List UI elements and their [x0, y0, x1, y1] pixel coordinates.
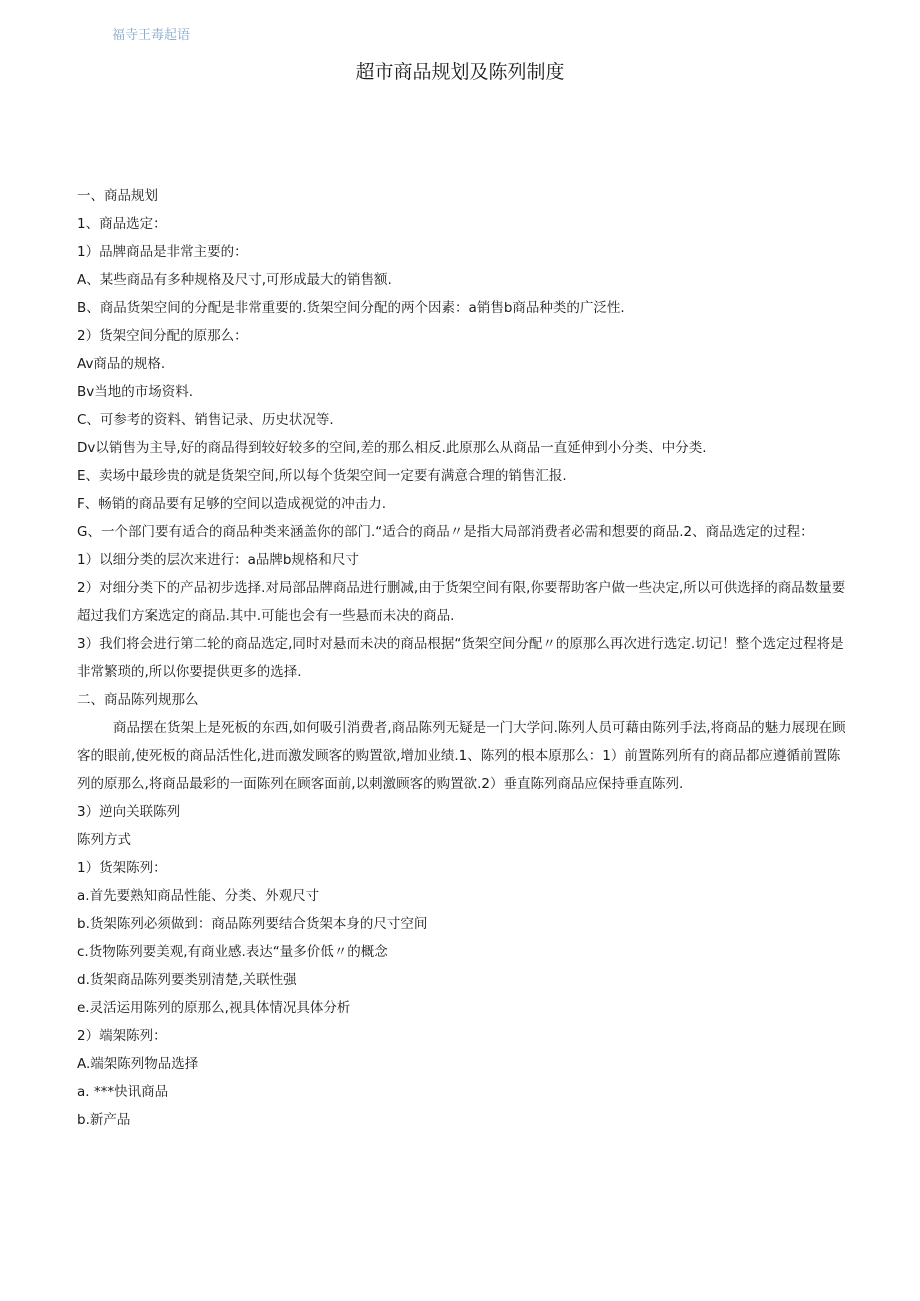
paragraph: 3）我们将会进行第二轮的商品选定,同时对悬而未决的商品根据“货架空间分配〃的原那么再次进行选定.切记！整个选定过程将是非常繁琐的,所以你要提供更多的选择. — [77, 636, 844, 680]
subsection-heading: 陈列方式 — [77, 832, 131, 848]
list-item: 1）以细分类的层次来进行：a品牌b规格和尺寸 — [77, 552, 359, 568]
list-item: b.货架陈列必须做到：商品陈列要结合货架本身的尺寸空间 — [77, 916, 428, 932]
list-item: d.货架商品陈列要类别清楚,关联性强 — [77, 972, 297, 988]
document-title: 超市商品规划及陈列制度 — [355, 61, 565, 83]
list-item: e.灵活运用陈列的原那么,视具体情况具体分析 — [77, 1000, 351, 1016]
list-item: A.端架陈列物品选择 — [77, 1056, 199, 1072]
paragraph: 商品摆在货架上是死板的东西,如何吸引消费者,商品陈列无疑是一门大学问.陈列人员可藉由陈列手法,将商品的魅力展现在顾客的眼前,使死板的商品活性化,进而激发顾客的购置欲,增加业绩.1、陈列的根本原那么：1）前置陈列所有的商品都应遵循前置陈列的原那么,将商品最彩的一面陈列在顾客面前,以刺激顾客的购置欲.2）垂直陈列商品应保持垂直陈列. — [77, 720, 846, 792]
list-item: 3）逆向关联陈列 — [77, 804, 181, 820]
list-item: E、卖场中最珍贵的就是货架空间,所以每个货架空间一定要有满意合理的销售汇报. — [77, 468, 567, 484]
section-heading-planning: 一、商品规划 — [77, 188, 158, 204]
list-item: 2）货架空间分配的原那么： — [77, 328, 248, 344]
list-item: 2）端架陈列： — [77, 1028, 167, 1044]
list-item: C、可参考的资料、销售记录、历史状况等. — [77, 412, 334, 428]
list-item: Dv以销售为主导,好的商品得到较好较多的空间,差的那么相反.此原那么从商品一直延伸到小分类、中分类. — [77, 440, 707, 456]
list-item: c.货物陈列要美观,有商业感.表达“量多价低〃的概念 — [77, 944, 388, 960]
list-item: Av商品的规格. — [77, 356, 166, 372]
list-item: B、商品货架空间的分配是非常重要的.货架空间分配的两个因素：a销售b商品种类的广泛性. — [77, 300, 625, 316]
list-item: A、某些商品有多种规格及尺寸,可形成最大的销售额. — [77, 272, 392, 288]
list-item: a. ***快讯商品 — [77, 1084, 169, 1100]
header-watermark: 福寺王毒起语 — [112, 28, 191, 43]
section-heading-display: 二、商品陈列规那么 — [77, 692, 199, 708]
paragraph: 2）对细分类下的产品初步选择.对局部品牌商品进行删减,由于货架空间有限,你要帮助客户做一些决定,所以可供选择的商品数量要超过我们方案选定的商品.其中.可能也会有一些悬而未决的商品. — [77, 580, 846, 624]
document-body — [77, 182, 852, 1134]
list-item: 1）货架陈列： — [77, 860, 167, 876]
list-item: a.首先要熟知商品性能、分类、外观尺寸 — [77, 888, 320, 904]
subsection-heading: 1、商品选定： — [77, 216, 167, 232]
list-item: Bv当地的市场资料. — [77, 384, 194, 400]
paragraph: G、一个部门要有适合的商品种类来涵盖你的部门.“适合的商品〃是指大局部消费者必需和想要的商品.2、商品选定的过程： — [77, 524, 814, 540]
list-item: b.新产品 — [77, 1112, 131, 1128]
list-item: 1）品牌商品是非常主要的： — [77, 244, 248, 260]
list-item: F、畅销的商品要有足够的空间以造成视觉的冲击力. — [77, 496, 387, 512]
